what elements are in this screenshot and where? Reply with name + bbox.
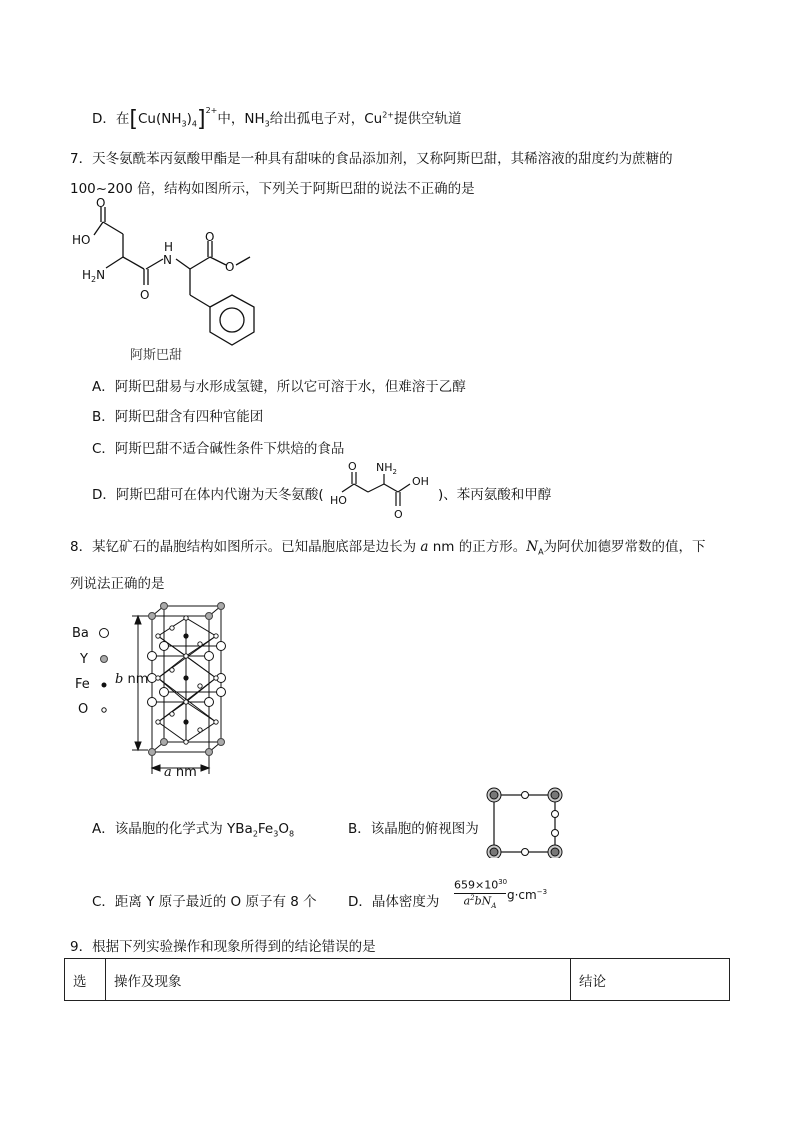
q7-option-c: C．阿斯巴甜不适合碱性条件下烘焙的食品: [92, 441, 345, 457]
amide-o-label: O: [140, 288, 150, 302]
table-row: [65, 959, 730, 1001]
q7-stem-line1: 7．天冬氨酰苯丙氨酸甲酯是一种具有甜味的食品添加剂，又称阿斯巴甜，其稀溶液的甜度约为蔗糖的: [70, 151, 673, 167]
svg-text:O: O: [394, 508, 403, 521]
acid-o-label: O: [96, 196, 106, 210]
q7-option-b: B．阿斯巴甜含有四种官能团: [92, 409, 264, 425]
svg-text:NH2: $NH_2$: [376, 461, 397, 476]
q8-stem-line2: 列说法正确的是: [70, 576, 165, 592]
legend-o: O: [78, 702, 89, 717]
svg-text:HO: HO: [330, 494, 347, 507]
dim-a-label: a nm: [164, 765, 197, 780]
dim-b-label: b nm: [115, 672, 149, 687]
legend-ba: Ba: [72, 626, 89, 641]
amine-label: $H_2N$: [82, 268, 106, 284]
density-formula: $659\times 10^{30}$ $a^2bN_A$: [454, 878, 508, 910]
q6-option-d: D．在$[Cu(NH_3)_4]^{2+}$中，$NH_3$给出孤电子对，$Cu^{2+}$提供空轨道: [92, 106, 462, 132]
legend-fe: Fe: [75, 677, 90, 692]
q7-option-d-post: )、苯丙氨酸和甲醇: [438, 487, 552, 503]
experiment-table: [64, 958, 730, 1001]
q8-option-d: D．晶体密度为: [348, 894, 440, 910]
aspartame-structure: [60, 195, 300, 365]
structure-caption: 阿斯巴甜: [130, 348, 183, 363]
q7-option-a: A．阿斯巴甜易与水形成氢键，所以它可溶于水，但难溶于乙醇: [92, 379, 466, 395]
svg-text:OH: OH: [412, 475, 429, 488]
table-header-option: 选: [65, 959, 106, 1001]
ester-o1-label: O: [205, 230, 215, 244]
density-unit: $g\cdot cm^{-3}$: [507, 888, 548, 902]
amide-n-label: N: [163, 253, 172, 267]
acid-ho-label: HO: [72, 233, 91, 247]
q7-stem-line2: 100~200 倍，结构如图所示，下列关于阿斯巴甜的说法不正确的是: [70, 181, 475, 197]
legend-y: Y: [80, 652, 88, 667]
table-header-operation: 操作及现象: [106, 959, 571, 1001]
q7-option-d-pre: D．阿斯巴甜可在体内代谢为天冬氨酸(: [92, 487, 324, 503]
ester-o2-label: O: [225, 260, 235, 274]
amide-h-label: H: [164, 240, 174, 254]
aspartic-acid-structure: [328, 456, 438, 522]
crystal-cell-diagram: [112, 598, 237, 783]
q9-stem: 9．根据下列实验操作和现象所得到的结论错误的是: [70, 939, 376, 955]
q8-option-a: A．该晶胞的化学式为 $YBa_2Fe_3O_8$: [92, 821, 295, 839]
svg-text:O: O: [348, 460, 357, 473]
q8-option-c: C．距离 Y 原子最近的 O 原子有 8 个: [92, 894, 317, 910]
q8-stem-line1: 8．某钇矿石的晶胞结构如图所示。已知晶胞底部是边长为 a nm 的正方形。$N_A$为阿伏加德罗常数的值，下: [70, 539, 706, 557]
top-view-diagram: [484, 786, 568, 858]
q8-option-b: B．该晶胞的俯视图为: [348, 821, 479, 837]
table-header-conclusion: 结论: [571, 959, 730, 1001]
